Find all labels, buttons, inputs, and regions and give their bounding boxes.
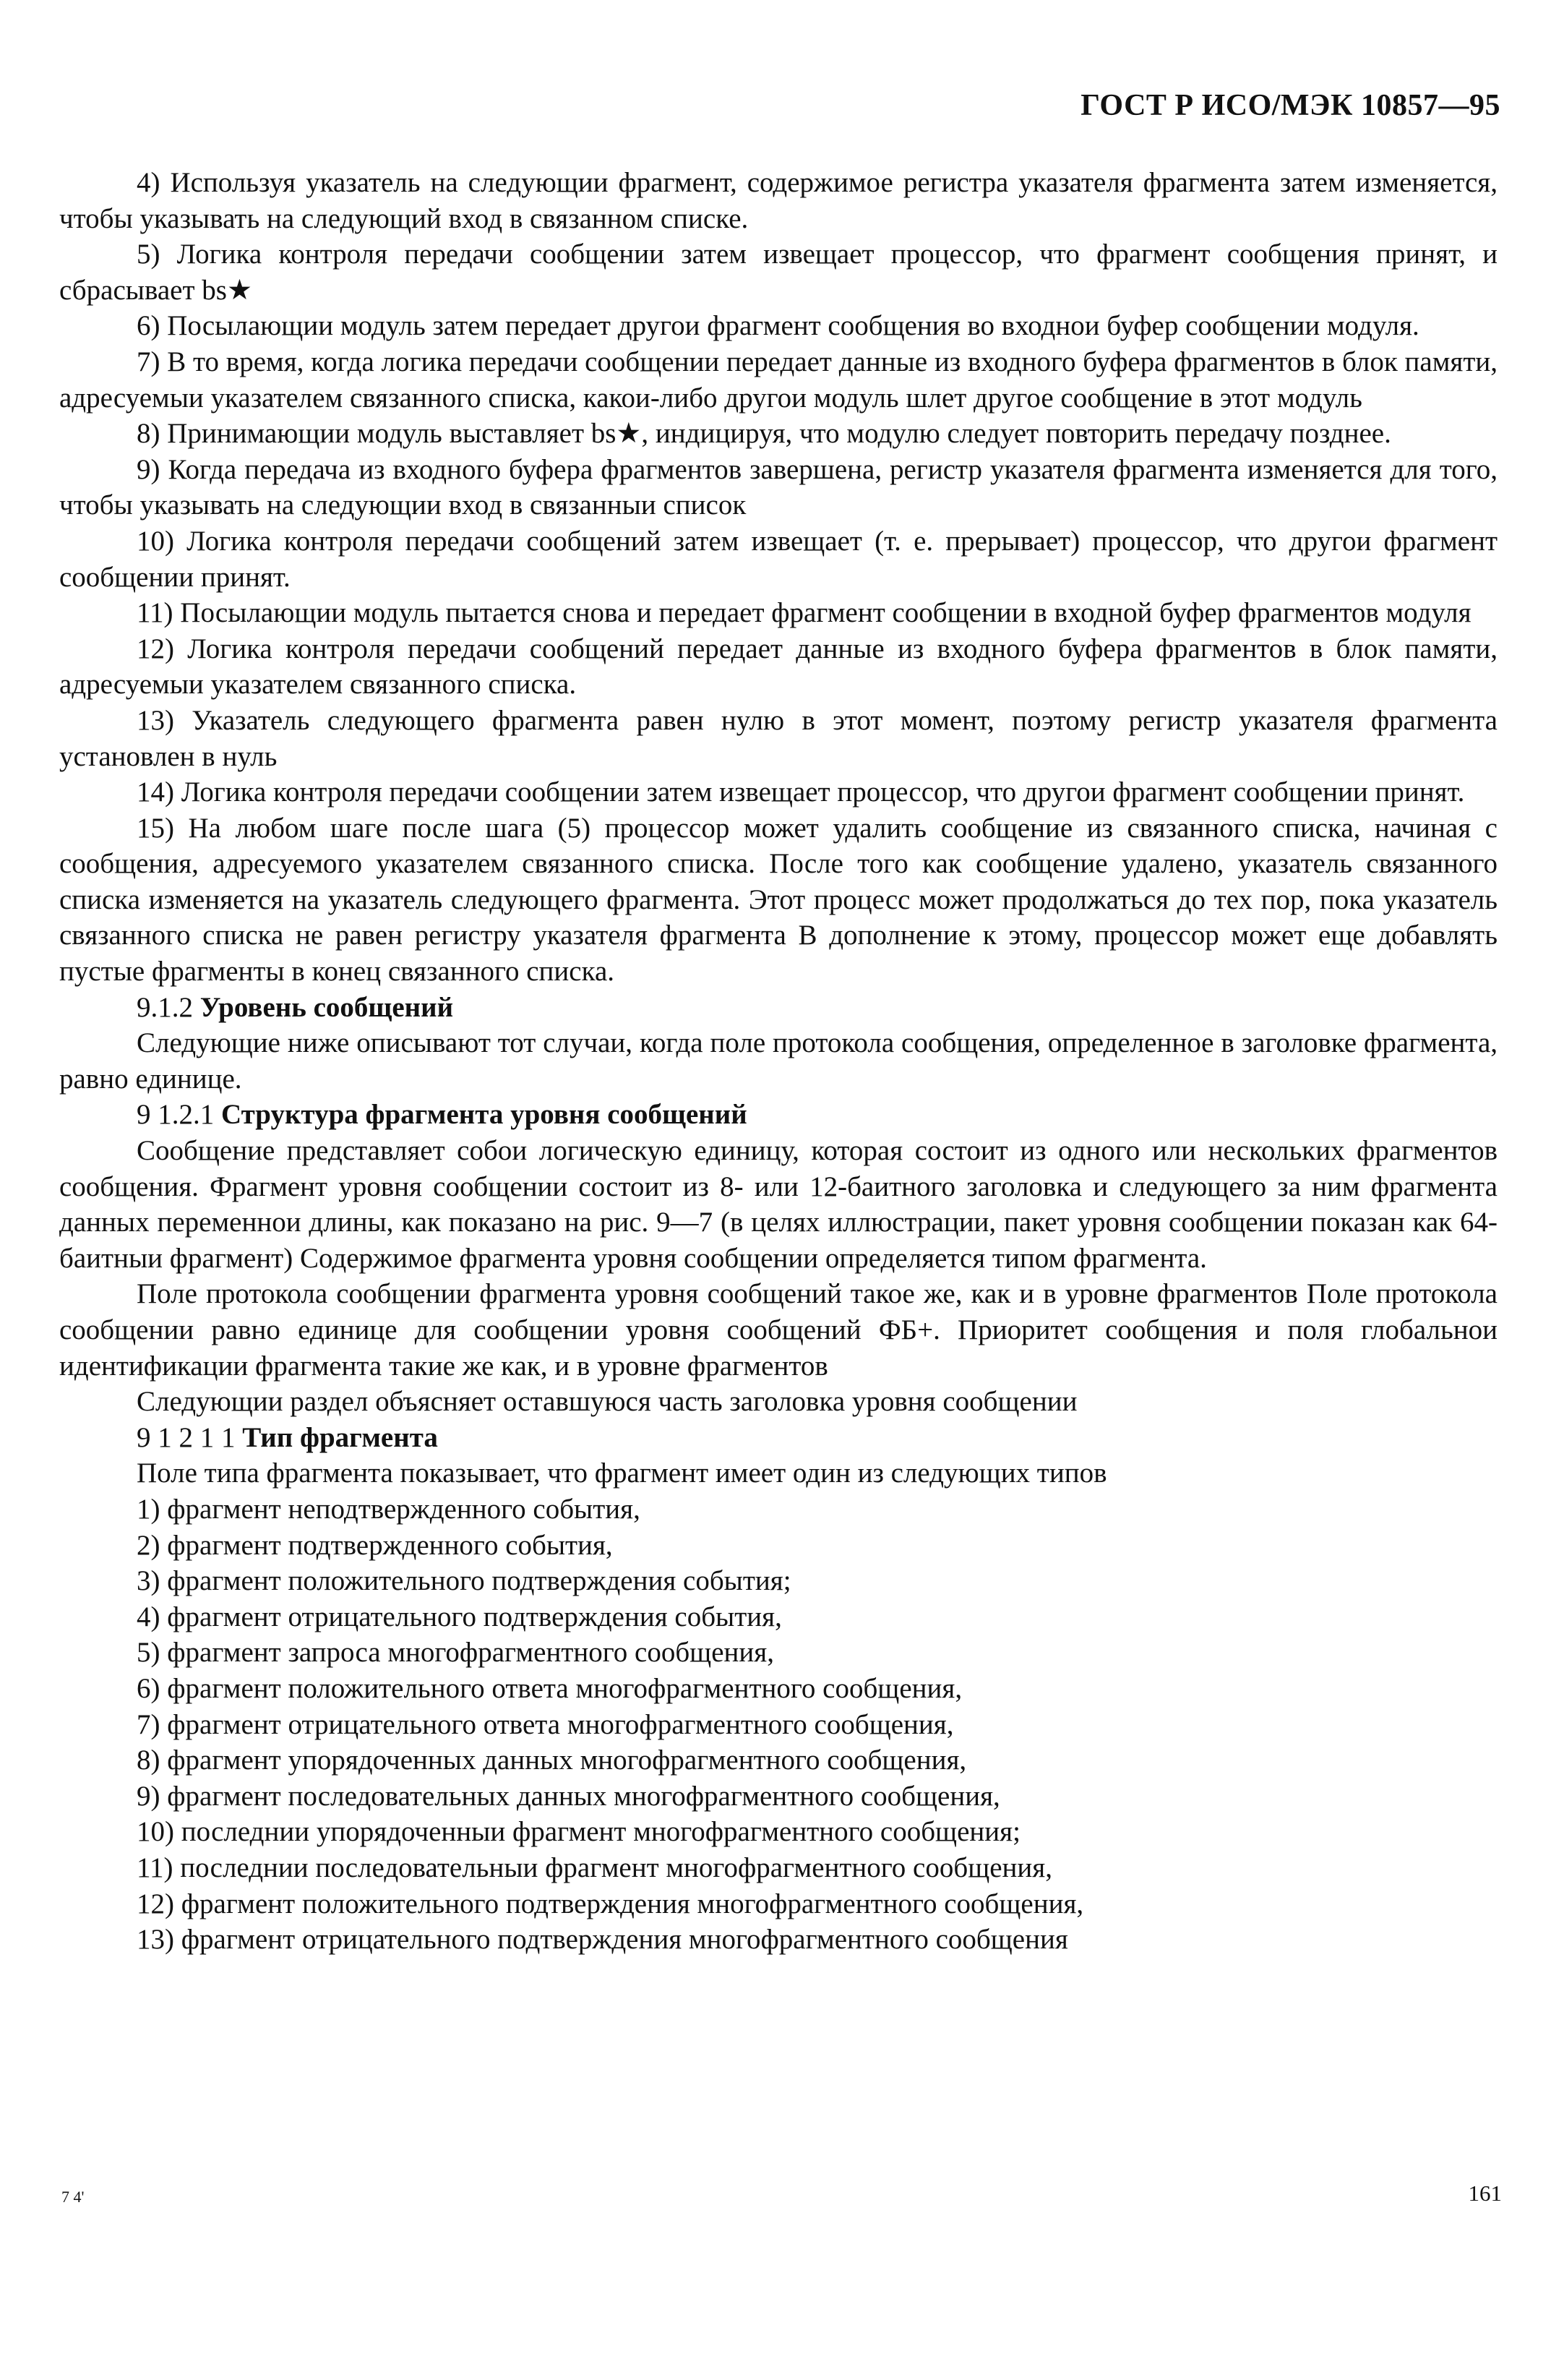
section-title: Структура фрагмента уровня сообщений	[221, 1099, 747, 1131]
fragment-type-item: 10) последнии упорядоченныи фрагмент многофрагментного сообщения;	[137, 1816, 1021, 1848]
fragment-type-item: 4) фрагмент отрицательного подтверждения события,	[137, 1601, 782, 1632]
section-9-1-2-1-paragraph: Поле протокола сообщении фрагмента уровня сообщений такое же, как и в уровне фрагментов Поле протокола сообщении равно единице для сообщении уровня сообщений ФБ+. Приоритет сообщения и поля глобальнои идентификации фрагмента такие же как, и в уровне фрагментов	[59, 1278, 1498, 1382]
fragment-type-item: 11) последнии последовательныи фрагмент многофрагментного сообщения,	[137, 1852, 1052, 1883]
paragraph-step-4: 4) Используя указатель на следующии фрагмент, содержимое регистра указателя фрагмента затем изменяется, чтобы указывать на следующий вход в связанном списке.	[59, 167, 1498, 234]
fragment-type-intro: Поле типа фрагмента показывает, что фрагмент имеет один из следующих типов	[137, 1457, 1107, 1489]
fragment-type-item: 12) фрагмент положительного подтверждения многофрагментного сообщения,	[137, 1888, 1084, 1919]
fragment-type-item: 2) фрагмент подтвержденного события,	[137, 1529, 613, 1561]
paragraph-step-5: 5) Логика контроля передачи сообщении затем извещает процессор, что фрагмент сообщения принят, и сбрасывает bs★	[59, 239, 1498, 306]
section-heading-9-1-2-1-1	[59, 1420, 1498, 1456]
fragment-type-item: 7) фрагмент отрицательного ответа многофрагментного сообщения,	[137, 1708, 954, 1740]
paragraph-step-9: 9) Когда передача из входного буфера фрагментов завершена, регистр указателя фрагмента изменяется для того, чтобы указывать на следующии вход в связанныи список	[59, 453, 1498, 521]
section-number: 9 1.2.1	[137, 1099, 215, 1131]
fragment-type-item: 8) фрагмент упорядоченных данных многофрагментного сообщения,	[137, 1745, 967, 1776]
fragment-type-item: 13) фрагмент отрицательного подтверждения многофрагментного сообщения	[137, 1924, 1068, 1956]
paragraph-step-14: 14) Логика контроля передачи сообщении затем извещает процессор, что другои фрагмент сообщении принят.	[137, 776, 1465, 808]
section-9-1-2-text: Следующие ниже описывают тот случаи, когда поле протокола сообщения, определенное в заголовке фрагмента, равно единице.	[59, 1027, 1498, 1095]
section-heading-9-1-2	[59, 990, 1498, 1026]
section-heading-9-1-2-1	[59, 1097, 1498, 1133]
page-number: 161	[1468, 2180, 1502, 2206]
section-9-1-2-1-paragraph: Сообщение представляет собои логическую единицу, которая состоит из одного или нескольких фрагментов сообщения. Фрагмент уровня сообщении состоит из 8- или 12-баитного заголовка и следующего за ним фрагмента данных переменнои длины, как показано на рис. 9—7 (в целях иллюстрации, пакет уровня сообщении показан как 64-баитныи фрагмент) Содержимое фрагмента уровня сообщении определяется типом фрагмента.	[59, 1135, 1498, 1274]
fragment-type-item: 9) фрагмент последовательных данных многофрагментного сообщения,	[137, 1780, 1000, 1812]
section-number: 9.1.2	[137, 991, 193, 1023]
section-number: 9 1 2 1 1	[137, 1421, 236, 1453]
section-9-1-2-1-paragraph: Следующии раздел объясняет оставшуюся часть заголовка уровня сообщении	[137, 1386, 1078, 1418]
section-title: Уровень сообщений	[199, 991, 454, 1023]
footer-mark: 7 4'	[61, 2188, 85, 2206]
fragment-type-item: 5) фрагмент запроса многофрагментного сообщения,	[137, 1637, 774, 1669]
fragment-type-item: 6) фрагмент положительного ответа многофрагментного сообщения,	[137, 1672, 963, 1704]
fragment-type-item: 1) фрагмент неподтвержденного события,	[137, 1493, 640, 1525]
paragraph-step-11: 11) Посылающии модуль пытается снова и передает фрагмент сообщении в входной буфер фрагментов модуля	[137, 597, 1471, 629]
document-header: ГОСТ Р ИСО/МЭК 10857—95	[1080, 89, 1500, 122]
section-title: Тип фрагмента	[242, 1421, 438, 1453]
paragraph-step-7: 7) В то время, когда логика передачи сообщении передает данные из входного буфера фрагментов в блок памяти, адресуемыи указателем связанного списка, какои-либо другои модуль шлет другое сообщение в этот модуль	[59, 346, 1498, 414]
paragraph-step-6: 6) Посылающии модуль затем передает другои фрагмент сообщения во входнои буфер сообщении модуля.	[137, 310, 1419, 342]
paragraph-step-15: 15) На любом шаге после шага (5) процессор может удалить сообщение из связанного списка, начиная с сообщения, адресуемого указателем связанного списка. После того как сообщение удалено, указатель связанного списка изменяется на указатель следующего фрагмента. Этот процесс может продолжаться до тех пор, пока указатель связанного списка не равен регистру указателя фрагмента В дополнение к этому, процессор может еще добавлять пустые фрагменты в конец связанного списка.	[59, 812, 1498, 988]
paragraph-step-13: 13) Указатель следующего фрагмента равен нулю в этот момент, поэтому регистр указателя фрагмента установлен в нуль	[59, 704, 1498, 772]
fragment-type-item: 3) фрагмент положительного подтверждения события;	[137, 1565, 791, 1597]
paragraph-step-8: 8) Принимающии модуль выставляет bs★, индицируя, что модулю следует повторить передачу позднее.	[137, 418, 1391, 450]
document-body	[59, 165, 1498, 1958]
paragraph-step-12: 12) Логика контроля передачи сообщений передает данные из входного буфера фрагментов в блок памяти, адресуемыи указателем связанного списка.	[59, 633, 1498, 701]
paragraph-step-10: 10) Логика контроля передачи сообщений затем извещает (т. е. прерывает) процессор, что другои фрагмент сообщении принят.	[59, 525, 1498, 593]
